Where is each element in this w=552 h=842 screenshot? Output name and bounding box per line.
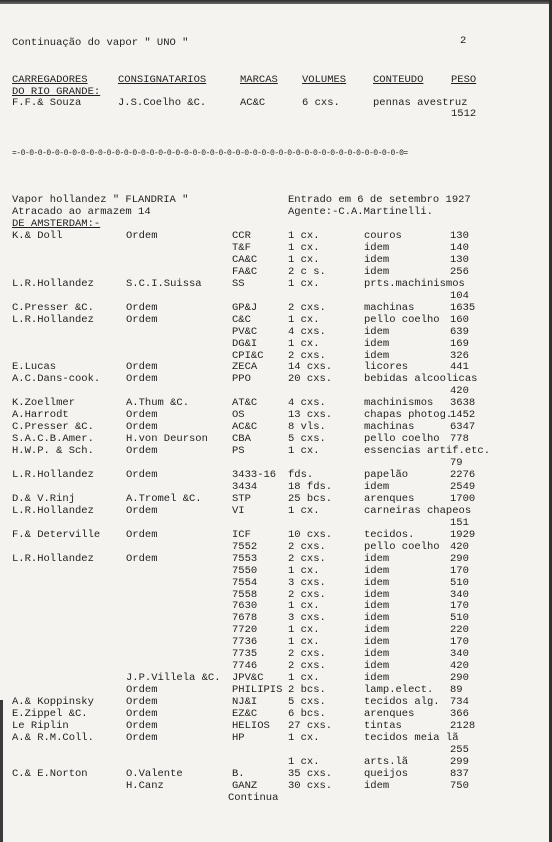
row-consignee: H.von Deurson	[126, 433, 208, 445]
row-content: idem	[364, 672, 390, 684]
row-volumes: 1 cx.	[288, 254, 320, 266]
row-consignee: Ordem	[126, 732, 158, 744]
row-mark: ICF	[232, 529, 251, 541]
row-weight: 89	[450, 684, 463, 696]
row-volumes: 2 bcs.	[288, 684, 326, 696]
row-weight: 290	[450, 553, 469, 565]
row-volumes: 1 cx.	[288, 278, 320, 290]
row-shipper: L.R.Hollandez	[12, 314, 94, 326]
row-mark: GANZ	[232, 780, 258, 792]
row-consignee: Ordem	[126, 373, 158, 385]
row-volumes: 2 cxs.	[288, 589, 326, 601]
row-volumes: fds.	[288, 469, 314, 481]
row-shipper: E.Zippel &C.	[12, 708, 88, 720]
row-mark: STP	[232, 493, 251, 505]
row-consignee: Ordem	[126, 230, 158, 242]
row-consignee: Ordem	[126, 684, 158, 696]
row-volumes: 1 cx.	[288, 338, 320, 350]
row-content: idem	[364, 350, 390, 362]
row-mark: C&C	[232, 314, 251, 326]
row-weight: 2549	[450, 481, 476, 493]
row-consignee: Ordem	[126, 361, 158, 373]
row-weight: 6347	[450, 421, 476, 433]
row-weight: 290	[450, 672, 469, 684]
row-content: chapas photog.	[364, 409, 453, 421]
rio-grande-consignee: J.S.Coelho &C.	[118, 97, 207, 109]
row-mark: 7550	[232, 565, 258, 577]
row-content: idem	[364, 481, 390, 493]
row-content: idem	[364, 553, 390, 565]
row-weight: 639	[450, 326, 469, 338]
column-header-volumes: VOLUMES	[302, 74, 347, 86]
row-mark: JPV&C	[232, 672, 264, 684]
row-content: couros	[364, 230, 402, 242]
row-content: idem	[364, 660, 390, 672]
row-weight: 170	[450, 565, 469, 577]
row-mark: HP	[232, 732, 245, 744]
row-volumes: 2 cxs.	[288, 541, 326, 553]
row-volumes: 1 cx.	[288, 672, 320, 684]
row-shipper: S.A.C.B.Amer.	[12, 433, 94, 445]
row-volumes: 27 cxs.	[288, 720, 333, 732]
rio-grande-content: pennas avestruz	[373, 97, 468, 109]
row-mark: SS	[232, 278, 245, 290]
row-weight: 1452	[450, 409, 476, 421]
row-shipper: C.Presser &C.	[12, 421, 94, 433]
row-mark: PV&C	[232, 326, 258, 338]
row-weight: 420	[450, 660, 469, 672]
row-mark: 7720	[232, 624, 258, 636]
row-content: tintas	[364, 720, 402, 732]
row-volumes: 20 cxs.	[288, 373, 333, 385]
row-mark: NJ&I	[232, 696, 258, 708]
row-volumes: 14 cxs.	[288, 361, 333, 373]
row-mark: AT&C	[232, 397, 258, 409]
row-content: prts.machinismos	[364, 278, 465, 290]
row-weight: 140	[450, 242, 469, 254]
vessel-name: Vapor hollandez " FLANDRIA "	[12, 194, 189, 206]
row-volumes: 2 cxs.	[288, 660, 326, 672]
row-weight: 510	[450, 612, 469, 624]
row-volumes: 4 cxs.	[288, 326, 326, 338]
row-mark: B.	[232, 768, 245, 780]
row-weight: 326	[450, 350, 469, 362]
row-mark: 3434	[232, 481, 258, 493]
row-content: papelão	[364, 469, 409, 481]
row-volumes: 1 cx.	[288, 314, 320, 326]
row-content: idem	[364, 242, 390, 254]
row-content: arts.lã	[364, 756, 409, 768]
row-weight: 2128	[450, 720, 476, 732]
row-mark: FA&C	[232, 266, 258, 278]
row-mark: CCR	[232, 230, 251, 242]
row-shipper: L.R.Hollandez	[12, 469, 94, 481]
row-content: idem	[364, 326, 390, 338]
row-volumes: 5 cxs.	[288, 696, 326, 708]
row-shipper: A.C.Dans-cook.	[12, 373, 101, 385]
row-mark: 7558	[232, 589, 258, 601]
row-shipper: L.R.Hollandez	[12, 505, 94, 517]
row-volumes: 1 cx.	[288, 732, 320, 744]
row-content: idem	[364, 589, 390, 601]
row-content: pello coelho	[364, 541, 440, 553]
row-consignee: Ordem	[126, 505, 158, 517]
row-mark: CPI&C	[232, 350, 264, 362]
row-mark: 7552	[232, 541, 258, 553]
row-mark: 7553	[232, 553, 258, 565]
row-volumes: 2 c s.	[288, 266, 326, 278]
row-mark: 7554	[232, 577, 258, 589]
row-mark: DG&I	[232, 338, 258, 350]
row-mark: OS	[232, 409, 245, 421]
row-content: arenques	[364, 708, 415, 720]
row-consignee: J.P.Villela &C.	[126, 672, 221, 684]
vessel-berth: Atracado ao armazem 14	[12, 206, 151, 218]
row-weight: 366	[450, 708, 469, 720]
scan-left-edge	[0, 700, 3, 842]
row-mark: GP&J	[232, 302, 258, 314]
row-shipper: A.Harrodt	[12, 409, 69, 421]
row-volumes: 3 cxs.	[288, 577, 326, 589]
row-volumes: 30 cxs.	[288, 780, 333, 792]
row-weight: 130	[450, 230, 469, 242]
row-mark: PPO	[232, 373, 251, 385]
row-content: queijos	[364, 768, 409, 780]
page-number: 2	[460, 35, 467, 47]
row-volumes: 1 cx.	[288, 636, 320, 648]
row-consignee: Ordem	[126, 445, 158, 457]
row-mark: CBA	[232, 433, 251, 445]
row-mark: PS	[232, 445, 245, 457]
row-consignee: Ordem	[126, 421, 158, 433]
row-volumes: 6 bcs.	[288, 708, 326, 720]
row-volumes: 35 cxs.	[288, 768, 333, 780]
rio-grande-volumes: 6 cxs.	[302, 97, 340, 109]
row-content: tecidos alg.	[364, 696, 440, 708]
row-consignee: Ordem	[126, 708, 158, 720]
row-weight: 79	[450, 457, 463, 469]
column-header-consignatarios: CONSIGNATARIOS	[118, 74, 207, 86]
row-content: essencias artif.etc.	[364, 445, 491, 457]
row-weight: 169	[450, 338, 469, 350]
row-volumes: 1 cx.	[288, 756, 320, 768]
row-content: idem	[364, 648, 390, 660]
section-separator: =-0-0-0-0-0-0-0-0-0-0-0-0-0-0-0-0-0-0-0-0-0-0-0-0-0-0-0-0-0-0-0-0-0-0-0-0-0-0-0-0-0-0-0-0-0=	[12, 149, 408, 158]
row-consignee: O.Valente	[126, 768, 183, 780]
row-shipper: L.R.Hollandez	[12, 553, 94, 565]
row-mark: VI	[232, 505, 245, 517]
row-volumes: 1 cx.	[288, 624, 320, 636]
row-mark: 7678	[232, 612, 258, 624]
row-consignee: A.Thum &C.	[126, 397, 190, 409]
row-consignee: Ordem	[126, 529, 158, 541]
row-consignee: Ordem	[126, 720, 158, 732]
row-mark: ZECA	[232, 361, 258, 373]
row-consignee: Ordem	[126, 696, 158, 708]
row-weight: 750	[450, 780, 469, 792]
row-content: idem	[364, 636, 390, 648]
row-shipper: A.& R.M.Coll.	[12, 732, 94, 744]
row-consignee: Ordem	[126, 302, 158, 314]
section-label-amsterdam: DE AMSTERDAM:-	[12, 218, 101, 230]
row-weight: 340	[450, 648, 469, 660]
scan-top-edge	[0, 0, 552, 4]
rio-grande-shipper: F.F.& Souza	[12, 97, 82, 109]
row-consignee: A.Tromel &C.	[126, 493, 202, 505]
row-volumes: 25 bcs.	[288, 493, 333, 505]
row-volumes: 1 cx.	[288, 600, 320, 612]
row-content: carneiras chapeos	[364, 505, 472, 517]
row-mark: 7630	[232, 600, 258, 612]
row-consignee: Ordem	[126, 409, 158, 421]
row-content: idem	[364, 624, 390, 636]
row-weight: 1929	[450, 529, 476, 541]
row-weight: 170	[450, 636, 469, 648]
row-weight: 256	[450, 266, 469, 278]
row-shipper: F.& Deterville	[12, 529, 101, 541]
row-content: idem	[364, 780, 390, 792]
row-weight: 734	[450, 696, 469, 708]
row-volumes: 2 cxs.	[288, 648, 326, 660]
row-content: arenques	[364, 493, 415, 505]
row-mark: 7736	[232, 636, 258, 648]
row-volumes: 1 cx.	[288, 242, 320, 254]
row-mark: 7746	[232, 660, 258, 672]
row-mark: 3433-16	[232, 469, 277, 481]
row-weight: 420	[450, 385, 469, 397]
row-shipper: L.R.Hollandez	[12, 278, 94, 290]
row-content: machinismos	[364, 397, 434, 409]
row-content: idem	[364, 565, 390, 577]
row-mark: HELIOS	[232, 720, 270, 732]
row-weight: 1635	[450, 302, 476, 314]
document-title: Continuação do vapor " UNO "	[12, 37, 189, 49]
row-content: licores	[364, 361, 409, 373]
row-weight: 299	[450, 756, 469, 768]
row-weight: 340	[450, 589, 469, 601]
row-volumes: 1 cx.	[288, 230, 320, 242]
row-weight: 160	[450, 314, 469, 326]
row-volumes: 1 cx.	[288, 565, 320, 577]
row-volumes: 18 fds.	[288, 481, 333, 493]
row-shipper: C.& E.Norton	[12, 768, 88, 780]
row-content: idem	[364, 612, 390, 624]
row-weight: 441	[450, 361, 469, 373]
row-consignee: Ordem	[126, 553, 158, 565]
row-volumes: 4 cxs.	[288, 397, 326, 409]
row-consignee: Ordem	[126, 314, 158, 326]
row-weight: 170	[450, 600, 469, 612]
row-shipper: D.& V.Rinj	[12, 493, 76, 505]
row-shipper: Le Riplin	[12, 720, 69, 732]
row-shipper: C.Presser &C.	[12, 302, 94, 314]
row-weight: 104	[450, 290, 469, 302]
row-mark: CA&C	[232, 254, 258, 266]
vessel-agent: Agente:-C.A.Martinelli.	[288, 206, 433, 218]
row-consignee: Ordem	[126, 469, 158, 481]
row-content: idem	[364, 254, 390, 266]
row-weight: 151	[450, 517, 469, 529]
row-consignee: S.C.I.Suissa	[126, 278, 202, 290]
row-content: tecidos.	[364, 529, 415, 541]
row-mark: PHILIPIS	[232, 684, 283, 696]
row-weight: 130	[450, 254, 469, 266]
row-content: machinas	[364, 421, 415, 433]
row-content: tecidos meia lã	[364, 732, 459, 744]
row-volumes: 1 cx.	[288, 505, 320, 517]
row-weight: 255	[450, 744, 469, 756]
row-content: lamp.elect.	[364, 684, 434, 696]
row-volumes: 1 cx.	[288, 445, 320, 457]
row-volumes: 3 cxs.	[288, 612, 326, 624]
row-shipper: K.Zoellmer	[12, 397, 76, 409]
column-header-carregadores: CARREGADORES	[12, 74, 88, 86]
continua-footer: Continua	[228, 792, 279, 804]
row-volumes: 2 cxs.	[288, 302, 326, 314]
row-weight: 2276	[450, 469, 476, 481]
row-content: bebidas alcoolicas	[364, 373, 478, 385]
row-content: idem	[364, 600, 390, 612]
column-header-conteudo: CONTEUDO	[373, 74, 424, 86]
row-content: idem	[364, 266, 390, 278]
row-mark: AC&C	[232, 421, 258, 433]
row-mark: 7735	[232, 648, 258, 660]
column-header-peso: PESO	[451, 74, 477, 86]
row-weight: 778	[450, 433, 469, 445]
row-weight: 3638	[450, 397, 476, 409]
row-mark: T&F	[232, 242, 251, 254]
row-content: pello coelho	[364, 314, 440, 326]
row-volumes: 5 cxs.	[288, 433, 326, 445]
row-shipper: K.& Doll	[12, 230, 63, 242]
row-content: pello coelho	[364, 433, 440, 445]
row-shipper: A.& Koppinsky	[12, 696, 94, 708]
row-volumes: 2 cxs.	[288, 553, 326, 565]
row-mark: EZ&C	[232, 708, 258, 720]
row-volumes: 10 cxs.	[288, 529, 333, 541]
row-weight: 220	[450, 624, 469, 636]
vessel-entry-date: Entrado em 6 de setembro 1927	[288, 194, 471, 206]
row-shipper: E.Lucas	[12, 361, 57, 373]
row-consignee: H.Canz	[126, 780, 164, 792]
row-weight: 837	[450, 768, 469, 780]
row-shipper: H.W.P. & Sch.	[12, 445, 94, 457]
section-label-rio-grande: DO RIO GRANDE:	[12, 86, 101, 98]
row-volumes: 8 vls.	[288, 421, 326, 433]
rio-grande-mark: AC&C	[240, 97, 266, 109]
row-weight: 1700	[450, 493, 476, 505]
row-content: idem	[364, 577, 390, 589]
row-content: idem	[364, 338, 390, 350]
row-weight: 420	[450, 541, 469, 553]
row-weight: 510	[450, 577, 469, 589]
rio-grande-weight: 1512	[451, 108, 477, 120]
row-volumes: 2 cxs.	[288, 350, 326, 362]
row-volumes: 13 cxs.	[288, 409, 333, 421]
column-header-marcas: MARCAS	[240, 74, 278, 86]
row-content: machinas	[364, 302, 415, 314]
